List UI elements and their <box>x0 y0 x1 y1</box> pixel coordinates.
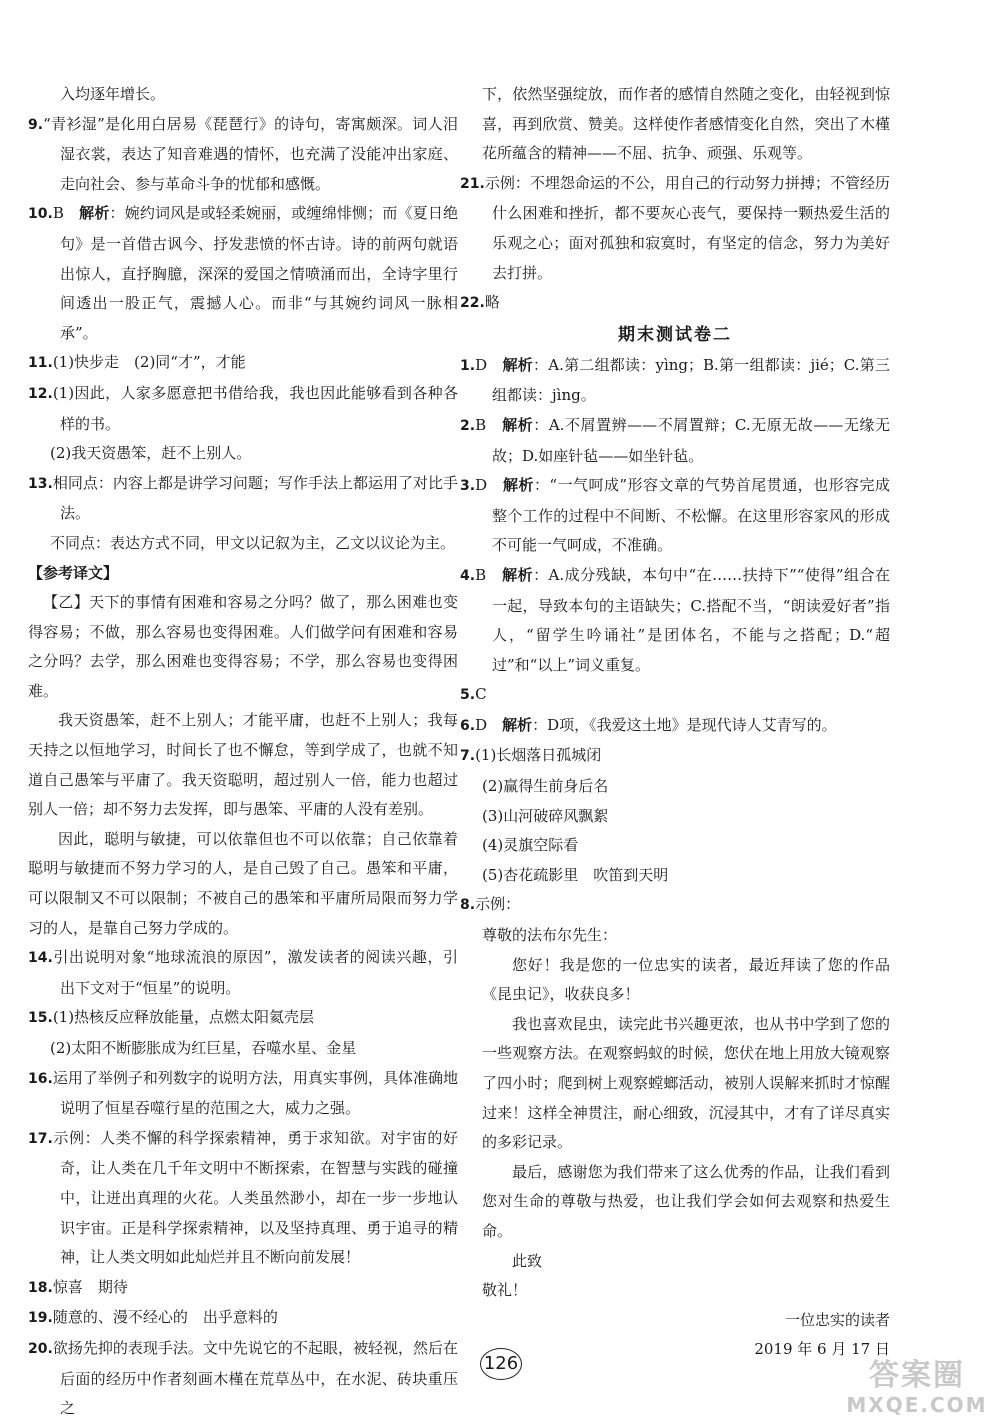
answer-choice: C <box>475 685 487 704</box>
question-number: 19. <box>28 1310 53 1327</box>
answer-14 <box>28 943 458 1003</box>
answer-16 <box>28 1064 458 1124</box>
answer-text: 示例：不埋怨命运的不公，用自己的行动努力拼搏；不管经历什么困难和挫折，都不要灰心丧气，要保持一颗热爱生活的乐观之心；面对孤独和寂寞时，有坚定的信念，努力为美好去打拼。 <box>484 173 890 282</box>
answer-text: 相同点：内容上都是讲学习问题；写作手法上都运用了对比手法。 <box>52 473 458 523</box>
letter-signature: 一位忠实的读者 <box>784 1310 890 1329</box>
analysis-text: ：D项，《我爱这土地》是现代诗人艾青写的。 <box>532 715 837 734</box>
question-number: 16. <box>28 1070 53 1087</box>
answer-choice: B <box>475 565 487 584</box>
question-number: 12. <box>28 385 53 402</box>
answer-9 <box>28 110 458 200</box>
question-number: 1. <box>460 357 476 374</box>
question-number: 8. <box>460 897 476 914</box>
question-number: 9. <box>28 116 44 133</box>
answer-20-continuation: 下，依然坚强绽放，而作者的感情自然随之变化，由轻视到惊喜，再到欣赏、赞美。这样使作者感情变化自然，突出了木槿花所蕴含的精神——不屈、抗争、顽强、乐观等。 <box>482 85 890 163</box>
letter-date: 2019 年 6 月 17 日 <box>754 1340 890 1359</box>
answer-12-part2: (2)我天资愚笨，赶不上别人。 <box>50 444 252 463</box>
answer-choice: D <box>475 476 488 495</box>
answer-text: “青衫湿”是化用白居易《琵琶行》的诗句，寄寓颇深。词人泪湿衣裳，表达了知音难遇的情怀，也充满了没能冲出家庭、走向社会、参与革命斗争的忧郁和感慨。 <box>43 114 458 193</box>
answer-20 <box>28 1334 458 1424</box>
answer-text: (1)因此，人家多愿意把书借给我，我也因此能够看到各种各样的书。 <box>52 383 458 433</box>
question-number: 20. <box>28 1340 53 1357</box>
question-number: 10. <box>28 206 53 223</box>
reference-translation-title: 【参考译文】 <box>28 563 119 582</box>
letter-paragraph-1: 您好！我是您的一位忠实的读者，最近拜读了您的作品《昆虫记》，收获良多！ <box>482 955 890 1004</box>
right-column <box>460 80 890 1365</box>
question-number: 4. <box>460 567 476 584</box>
question-number: 6. <box>460 717 476 734</box>
section-title: 期末测试卷二 <box>618 324 732 345</box>
question-number: 13. <box>28 475 53 492</box>
answer-19 <box>28 1303 458 1334</box>
question-number: 7. <box>460 748 476 765</box>
exam2-answer-6 <box>460 711 890 742</box>
question-number: 17. <box>28 1130 53 1147</box>
analysis-label: 解析 <box>502 415 534 434</box>
exam2-answer-1 <box>460 351 890 411</box>
exam2-answer-4 <box>460 561 890 680</box>
watermark-url: MXQE.COM <box>846 1393 988 1417</box>
exam2-answer-7-part5: (5)杏花疏影里 吹笛到天明 <box>482 865 669 884</box>
question-number: 22. <box>460 295 485 312</box>
analysis-label: 解析 <box>502 355 534 374</box>
question-number: 11. <box>28 355 53 372</box>
answer-15 <box>28 1003 458 1034</box>
analysis-text: ：“一气呵成”形容文章的气势首尾贯通，也形容完成整个工作的过程中不间断、不松懈。在这里形容家风的形成不可能一气呵成，不准确。 <box>492 476 890 555</box>
translation-paragraph-3: 因此，聪明与敏捷，可以依靠但也不可以依靠；自己依靠着聪明与敏捷而不努力学习的人，是自己毁了自己。愚笨和平庸，可以限制又不可以限制；不被自己的愚笨和平庸所局限而努力学习的人，是靠自己努力学成的。 <box>28 829 458 937</box>
question-number: 14. <box>28 950 53 967</box>
paragraph-continuation: 入均逐年增长。 <box>60 85 166 103</box>
answer-text: (1)长烟落日孤城闭 <box>475 746 602 765</box>
answer-text: 运用了举例子和列数字的说明方法，用真实事例，具体准确地说明了恒星吞噬行星的范围之大，威力之强。 <box>52 1068 458 1118</box>
exam2-answer-2 <box>460 411 890 471</box>
analysis-text: ：A.第二组都读：yìng；B.第一组都读：jié；C.第三组都读：jìng。 <box>492 355 890 405</box>
exam2-answer-7-part3: (3)山河破碎风飘絮 <box>482 806 609 825</box>
analysis-label: 解析 <box>502 715 533 734</box>
answer-text: 欲扬先抑的表现手法。文中先说它的不起眼，被轻视，然后在后面的经历中作者刻画木槿在荒草丛中，在水泥、砖块重压之 <box>52 1338 458 1418</box>
left-column <box>28 80 458 1424</box>
answer-15-part2: (2)太阳不断膨胀成为红巨星，吞噬水星、金星 <box>50 1039 357 1057</box>
letter-salutation: 尊敬的法布尔先生： <box>482 926 618 945</box>
analysis-label: 解析 <box>503 476 534 495</box>
answer-21 <box>460 169 890 288</box>
exam2-answer-7-part4: (4)灵旗空际看 <box>482 836 579 855</box>
answer-11 <box>28 348 458 379</box>
exam2-answer-7-part2: (2)赢得生前身后名 <box>482 777 609 796</box>
exam2-answer-7 <box>460 741 890 772</box>
answer-choice: B <box>52 204 64 223</box>
exam2-answer-3 <box>460 471 890 561</box>
answer-text: 引出说明对象“地球流浪的原因”，激发读者的阅读兴趣，引出下文对于“恒星”的说明。 <box>52 948 458 997</box>
exam2-answer-5 <box>460 680 890 711</box>
question-number: 21. <box>460 175 485 192</box>
answer-text: (1)快步走 (2)同“才”，才能 <box>52 353 246 372</box>
answer-choice: D <box>475 355 488 374</box>
watermark-text: 答案圈 <box>869 1358 965 1393</box>
analysis-label: 解析 <box>502 565 534 584</box>
answer-choice: D <box>475 715 488 734</box>
analysis-label: 解析 <box>79 204 110 223</box>
question-number: 3. <box>460 478 476 495</box>
question-number: 18. <box>28 1279 53 1296</box>
letter-closing: 此致 <box>512 1251 543 1270</box>
answer-text: 随意的、漫不经心的 出乎意料的 <box>52 1308 278 1327</box>
analysis-text: ：A.成分残缺，本句中“在……扶持下”“使得”组合在一起，导致本句的主语缺失；C.搭配不当，“朗读爱好者”指人，“留学生吟诵社”是团体名，不能与之搭配；D.“超过”和“以上”词义重复。 <box>492 565 890 674</box>
answer-text: 惊喜 期待 <box>52 1277 128 1296</box>
answer-17 <box>28 1124 458 1273</box>
exam2-answer-8 <box>460 890 890 921</box>
letter-salute: 敬礼！ <box>482 1281 528 1300</box>
question-number: 2. <box>460 417 476 434</box>
answer-12 <box>28 379 458 439</box>
answer-13 <box>28 469 458 529</box>
answer-18 <box>28 1273 458 1304</box>
analysis-text: ：A.不屑置辨——不屑置辩；C.无原无故——无缘无故；D.如座针毡——如坐针毡。 <box>492 415 890 465</box>
answer-text: (1)热核反应释放能量，点燃太阳氦壳层 <box>52 1008 315 1027</box>
answer-text: 示例：人类不懈的科学探索精神，勇于求知欲。对宇宙的好奇，让人类在几千年文明中不断探索，在智慧与实践的碰撞中，让迸出真理的火花。人类虽然渺小，却在一步一步地认识宇宙。正是科学探索精神，以及坚持真理、勇于追寻的精神，让人类文明如此灿烂并且不断向前发展！ <box>52 1128 458 1267</box>
answer-text: 示例： <box>475 895 521 914</box>
analysis-text: ：婉约词风是或轻柔婉丽，或缠绵悱恻；而《夏日绝句》是一首借古讽今、抒发悲愤的怀古诗。诗的前两句就语出惊人，直抒胸臆，深深的爱国之情喷涌而出，全诗字里行间透出一股正气，震撼人心。而非“与其婉约词风一脉相承”。 <box>60 204 458 342</box>
translation-paragraph-2: 我天资愚笨，赶不上别人；才能平庸，也赶不上别人；我每天持之以恒地学习，时间长了也不懈怠，等到学成了，也就不知道自己愚笨与平庸了。我天资聪明，超过别人一倍，能力也超过别人一倍；却不努力去发挥，即与愚笨、平庸的人没有差别。 <box>28 711 458 819</box>
translation-paragraph-1: 【乙】天下的事情有困难和容易之分吗？做了，那么困难也变得容易；不做，那么容易也变得困难。人们做学问有困难和容易之分吗？去学，那么困难也变得容易；不学，那么容易也变得困难。 <box>28 593 458 700</box>
answer-22 <box>460 288 890 319</box>
question-number: 5. <box>460 687 476 704</box>
question-number: 15. <box>28 1010 53 1027</box>
page-number: 126 <box>480 1348 522 1380</box>
letter-paragraph-3: 最后，感谢您为我们带来了这么优秀的作品，让我们看到您对生命的尊敬与热爱，也让我们学会如何去观察和热爱生命。 <box>482 1162 890 1240</box>
answer-13-part2: 不同点：表达方式不同，甲文以记叙为主，乙文以议论为主。 <box>50 533 456 552</box>
letter-paragraph-2: 我也喜欢昆虫，读完此书兴趣更浓，也从书中学到了您的一些观察方法。在观察蚂蚁的时候，您伏在地上用放大镜观察了四小时；爬到树上观察螳螂活动，被别人误解来抓时才惊醒过来！这样全神贯注，耐心细致，沉浸其中，才有了详尽真实的多彩记录。 <box>482 1014 890 1152</box>
answer-text: 略 <box>484 293 500 312</box>
watermark-logo <box>842 1358 992 1420</box>
answer-choice: B <box>475 415 487 434</box>
answer-10 <box>28 199 458 348</box>
